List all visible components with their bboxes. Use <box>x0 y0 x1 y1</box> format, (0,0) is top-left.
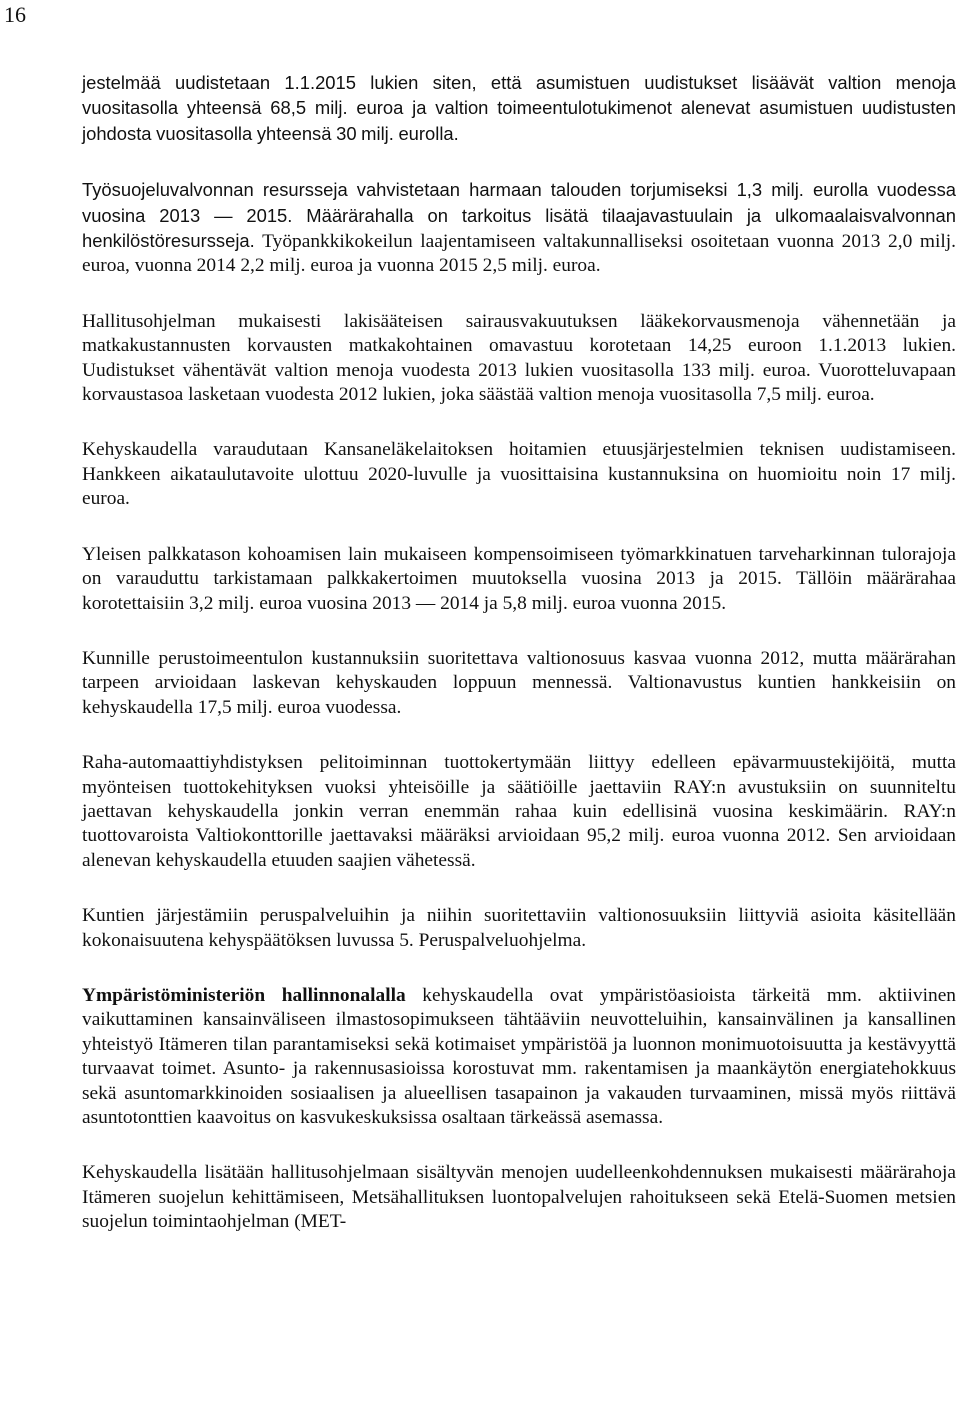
paragraph-text: Kehyskaudella lisätään hallitusohjelmaan sisältyvän menojen uudelleenkohdennuksen mukaisesti määrärahoja Itämeren suojelun kehittämiseen, Metsähallituksen luontopalvelujen rahoitukseen sekä Etelä-Suomen metsien suojelun toimintaohjelman (MET- <box>82 1162 956 1233</box>
paragraph-text: Kuntien järjestämiin peruspalveluihin ja niihin suoritettaviin valtionosuuksiin liittyviä asioita käsitellään kokonaisuutena kehyspäätöksen luvussa 5. Peruspalveluohjelma. <box>82 905 956 951</box>
paragraph-basic-services <box>82 904 956 953</box>
paragraph-labour-inspection <box>82 178 956 279</box>
paragraph-housing-allowance <box>82 71 956 147</box>
paragraph-text: Yleisen palkkatason kohoamisen lain mukaiseen kompensoimiseen työmarkkinatuen tarveharkinnan tulorajoja on varauduttu tarkistamaan palkkakertoimen muutoksella vuosina 2013 ja 2015. Tällöin määrärahaa korotettaisiin 3,2 milj. euroa vuosina 2013 — 2014 ja 5,8 milj. euroa vuonna 2015. <box>82 543 956 614</box>
paragraph-text: Työsuojeluvalvonnan resursseja vahvistetaan harmaan talouden torjumiseksi 1,3 milj. eurolla vuodessa vuosina 2013 — 2015. Määrärahalla on tarkoitus lisätä tilaajavastuulain ja ulkomaalaisvalvonnan henkilöstöresursseja. <box>82 179 956 252</box>
paragraph-kela-systems <box>82 438 956 511</box>
document-body <box>82 71 956 1235</box>
paragraph-ray <box>82 751 956 873</box>
paragraph-text: Raha-automaattiyhdistyksen pelitoiminnan tuottokertymään liittyy edelleen epävarmuustekijöitä, mutta myönteisen tuottokehityksen vuoksi yhteisöille ja säätiöille jaettaviin RAY:n avustuksiin on suunniteltu jaettavan kehyskaudella jonkin verran enemmän rahaa kuin edellisinä vuosina keskimäärin. RAY:n tuottovaroista Valtiokonttorille jaettavaksi määräksi arvioidaan 95,2 milj. euroa vuonna 2012. Sen arvioidaan alenevan kehyskaudella etuuden saajien vähetessä. <box>82 752 956 871</box>
paragraph-text: Hallitusohjelman mukaisesti lakisääteisen sairausvakuutuksen lääkekorvausmenoja vähennetään ja matkakustannusten korvausten matkakohtainen omavastuu korotetaan 14,25 euroon 1.1.2013 lukien. Uudistukset vähentävät valtion menoja vuodesta 2013 lukien vuositasolla 133 milj. euroa. Vuorotteluvapaan korvaustasoa lasketaan vuodesta 2012 lukien, joka säästää valtion menoja vuositasolla 7,5 milj. euroa. <box>82 310 956 406</box>
paragraph-text: jestelmää uudistetaan 1.1.2015 lukien siten, että asumistuen uudistukset lisäävät valtion menoja vuositasolla yhteensä 68,5 milj. euroa ja valtion toimeentulotukimenot alenevat asumistuen uudistusten johdosta vuositasolla yhteensä 30 milj. eurolla. <box>82 72 956 144</box>
paragraph-baltic-sea <box>82 1161 956 1234</box>
paragraph-text: kehyskaudella ovat ympäristöasioista tärkeitä mm. aktiivinen vaikuttaminen kansainväliseen ilmastosopimukseen tähtääviin neuvotteluihin, kansainvälinen ja kansallinen yhteistyö Itämeren tilan parantamiseksi sekä kotimaiset ympäristöä ja luonnon monimuotoisuutta ja kestävyyttä turvaavat toimet. Asunto- ja rakennusasioissa korostuvat mm. rakentamisen ja maankäytön energiatehokkuus sekä asuntomarkkinoiden sosiaalisen ja alueellisen tasapainon ja vakauden turvaaminen, missä myös riittävä asuntotonttien kaavoitus on kasvukeskuksissa osaltaan tärkeässä asemassa. <box>82 984 956 1128</box>
paragraph-health-insurance <box>82 310 956 408</box>
paragraph-municipal-subsidy <box>82 647 956 720</box>
paragraph-environment-ministry <box>82 984 956 1130</box>
page-number: 16 <box>4 2 26 27</box>
paragraph-wage-level <box>82 543 956 616</box>
paragraph-text: Työpankkikokeilun laajentamiseen valtakunnalliseksi osoitetaan vuonna 2013 2,0 milj. euroa, vuonna 2014 2,2 milj. euroa ja vuonna 2015 2,5 milj. euroa. <box>82 231 956 277</box>
paragraph-text: Kehyskaudella varaudutaan Kansaneläkelaitoksen hoitamien etuusjärjestelmien teknisen uudistamiseen. Hankkeen aikataulutavoite ulottuu 2020-luvulle ja vuosittaisina kustannuksina on huomioitu noin 17 milj. euroa. <box>82 439 956 510</box>
paragraph-text: Kunnille perustoimeentulon kustannuksiin suoritettava valtionosuus kasvaa vuonna 2012, mutta määrärahan tarpeen arvioidaan laskevan kehyskauden loppuun mennessä. Valtionavustus kuntien hankkeisiin on kehyskaudella 17,5 milj. euroa vuodessa. <box>82 647 956 718</box>
section-heading-inline: Ympäristöministeriön hallinnonalalla <box>82 984 406 1006</box>
